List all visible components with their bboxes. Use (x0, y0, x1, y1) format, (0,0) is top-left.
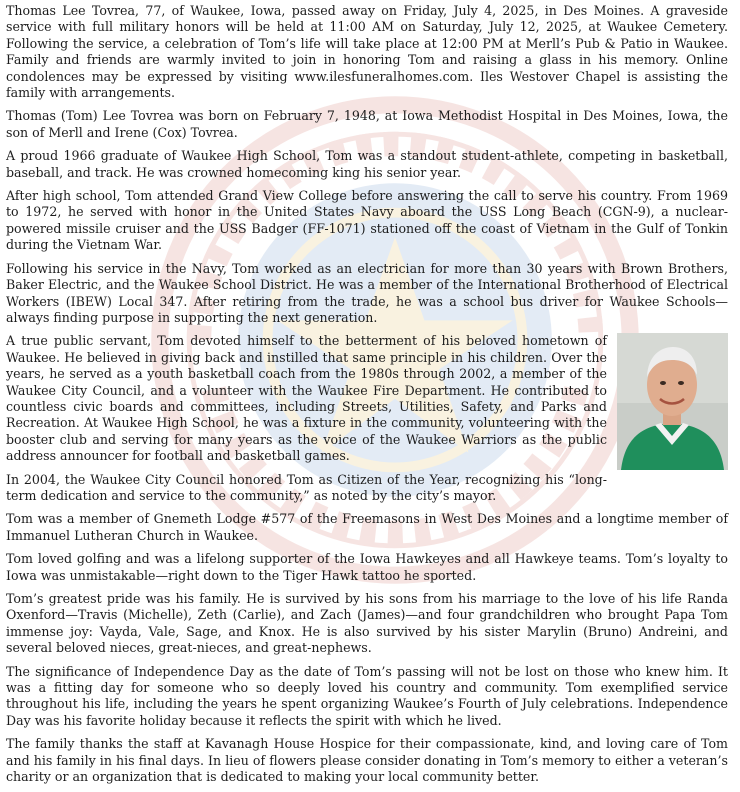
obituary-paragraph-independence-day: The significance of Independence Day as the date of Tom’s passing will not be lost on those who knew him. It was a fitting day for someone who so deeply loved his country and community. Tom exemplified service throughout his life, including the years he spent organizing Waukee’s Fourth of July celebrations. Independence Day was his favorite holiday because it reflects the spirit with which he lived. (6, 663, 728, 728)
obituary-paragraph-family: Tom’s greatest pride was his family. He is survived by his sons from his marriage to the love of his life Randa Oxenford—Travis (Michelle), Zeth (Carlie), and Zach (James)—and four grandchildren who brought Papa Tom immense joy: Vayda, Vale, Sage, and Knox. He is also survived by his sister Marylin (Bruno) Andreini, and several beloved nieces, great-nieces, and great-nephews. (6, 591, 728, 656)
obituary-paragraph-navy: After high school, Tom attended Grand View College before answering the call to serve his country. From 1969 to 1972, he served with honor in the United States Navy aboard the USS Long Beach (CGN-9), a nuclear-powered missile cruiser and the USS Badger (FF-1071) stationed off the coast of Vietnam in the Gulf of Tonkin during the Vietnam War. (6, 188, 728, 253)
obituary-paragraph-school: A proud 1966 graduate of Waukee High School, Tom was a standout student-athlete, competing in basketball, baseball, and track. He was crowned homecoming king his senior year. (6, 148, 728, 180)
portrait-photo (617, 333, 728, 470)
obituary-paragraph-announcement: Thomas Lee Tovrea, 77, of Waukee, Iowa, passed away on Friday, July 4, 2025, in Des Moines. A graveside service with full military honors will be held at 11:00 AM on Saturday, July 12, 2025, at Waukee Cemetery. Following the service, a celebration of Tom’s life will take place at 12:00 PM at Merll’s Pub & Patio in Waukee. Family and friends are warmly invited to join in honoring Tom and raising a glass in his memory. Online condolences may be expressed by visiting www.ilesfuneralhomes.com. Iles Westover Chapel is assisting the family with arrangements. (6, 3, 728, 101)
obituary-paragraph-thanks: The family thanks the staff at Kavanagh House Hospice for their compassionate, kind, and loving care of Tom and his family in his final days. In lieu of flowers please consider donating in Tom’s memory to either a veteran’s charity or an organization that is dedicated to making your local community better. (6, 736, 728, 785)
obituary-paragraph-birth: Thomas (Tom) Lee Tovrea was born on February 7, 1948, at Iowa Methodist Hospital in Des Moines, Iowa, the son of Merll and Irene (Cox) Tovrea. (6, 108, 728, 140)
obituary-paragraph-citizen-award: In 2004, the Waukee City Council honored Tom as Citizen of the Year, recognizing his “long-term dedication and service to the community,” as noted by the city’s mayor. (6, 471, 607, 503)
obituary-paragraph-hawkeyes: Tom loved golfing and was a lifelong supporter of the Iowa Hawkeyes and all Hawkeye teams. Tom’s loyalty to Iowa was unmistakable—right down to the Tiger Hawk tattoo he sported. (6, 551, 728, 583)
obituary-paragraph-career: Following his service in the Navy, Tom worked as an electrician for more than 30 years with Brown Brothers, Baker Electric, and the Waukee School District. He was a member of the International Brotherhood of Electrical Workers (IBEW) Local 347. After retiring from the trade, he was a school bus driver for Waukee Schools—always finding purpose in supporting the next generation. (6, 260, 728, 325)
obituary-paragraph-service: A true public servant, Tom devoted himself to the betterment of his beloved hometown of Waukee. He believed in giving back and instilled that same principle in his children. Over the years, he served as a youth basketball coach from the 1980s through 2002, a member of the Waukee City Council, and a volunteer with the Waukee Fire Department. He contributed to countless civic boards and committees, including Streets, Utilities, Safety, and Parks and Recreation. At Waukee High School, he was a fixture in the community, volunteering with the booster club and serving for many years as the voice of the Waukee Warriors as the public address announcer for football and basketball games. (6, 333, 607, 464)
obituary-paragraph-memberships: Tom was a member of Gnemeth Lodge #577 of the Freemasons in West Des Moines and a longtime member of Immanuel Lutheran Church in Waukee. (6, 511, 728, 543)
obituary-text (6, 3, 728, 792)
